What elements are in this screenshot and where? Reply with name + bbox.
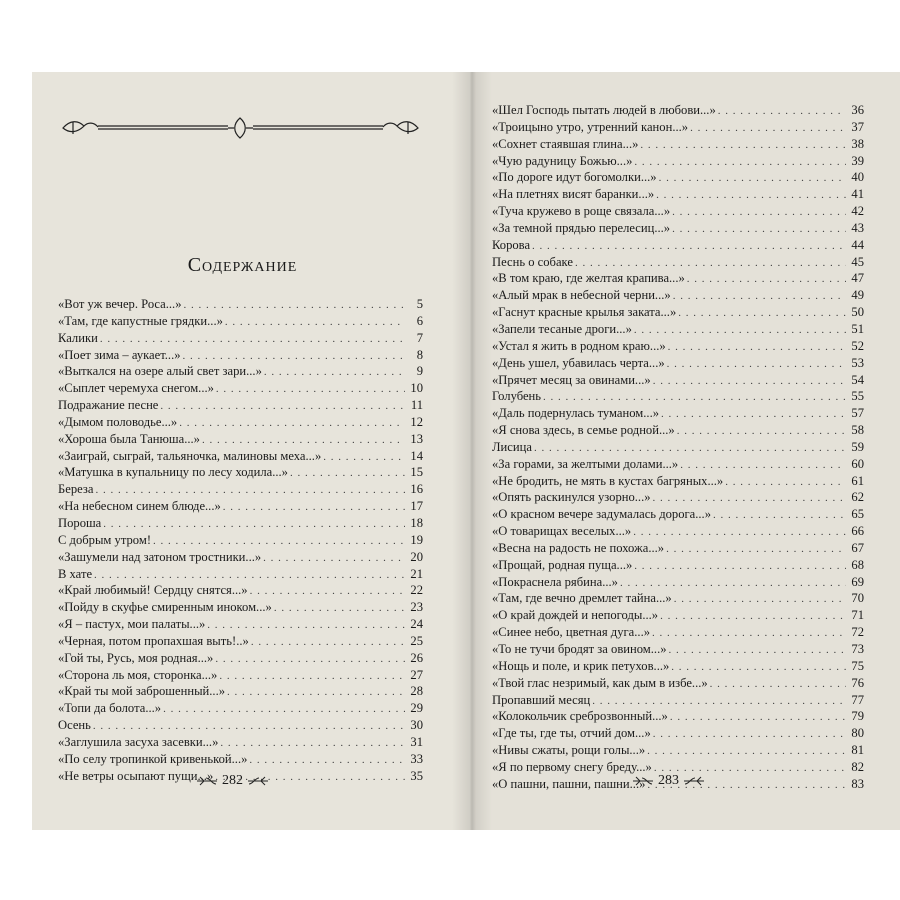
toc-entry	[58, 481, 423, 498]
toc-entry-title: «Я снова здесь, в семье родной...»	[492, 423, 675, 438]
toc-entry-page: 43	[851, 220, 864, 235]
toc-entry	[492, 658, 864, 675]
toc-leader-dots	[674, 591, 846, 608]
toc-entry-title: Подражание песне	[58, 398, 159, 413]
toc-entry	[492, 405, 864, 422]
toc-leader-dots	[219, 668, 405, 685]
toc-entry-page: 27	[410, 667, 423, 682]
toc-entry	[492, 119, 864, 136]
toc-entry-title: «День ушел, убавилась черта...»	[492, 355, 665, 370]
toc-entry-page: 6	[416, 313, 423, 328]
toc-entry-page: 62	[851, 490, 864, 505]
toc-entry-page: 55	[851, 389, 864, 404]
toc-entry-title: «О край дождей и непогоды...»	[492, 608, 659, 623]
toc-leader-dots	[95, 482, 405, 499]
toc-entry	[492, 136, 864, 153]
toc-entry-page: 49	[851, 288, 864, 303]
toc-entry	[58, 566, 423, 583]
toc-entry-page: 68	[851, 557, 864, 572]
toc-entry-title: «За темной прядью перелесиц...»	[492, 220, 671, 235]
toc-entry-page: 36	[851, 103, 864, 117]
toc-entry	[492, 557, 864, 574]
toc-entry	[492, 237, 864, 254]
toc-entry-title: «Гой ты, Русь, моя родная...»	[58, 650, 214, 665]
toc-entry	[492, 388, 864, 405]
toc-entry	[492, 692, 864, 709]
toc-entry-title: «Заиграй, сыграй, тальяночка, малиновы меха...»	[58, 448, 322, 463]
toc-entry-title: «Опять раскинулся узорно...»	[492, 490, 651, 505]
toc-entry-title: «Не бродить, не мять в кустах багряных...»	[492, 473, 724, 488]
toc-entry-title: Осень	[58, 718, 91, 733]
toc-entry-title: «Там, где вечно дремлет тайна...»	[492, 591, 672, 606]
toc-entry-title: «О товарищах веселых...»	[492, 524, 632, 539]
toc-entry-title: «Там, где капустные грядки...»	[58, 313, 223, 328]
toc-entry-page: 8	[416, 347, 423, 362]
toc-leader-dots	[666, 541, 846, 558]
toc-entry-title: «Нивы сжаты, рощи голы...»	[492, 743, 646, 758]
toc-entry-title: «Сохнет стаявшая глина...»	[492, 136, 639, 151]
toc-entry-title: «Туча кружево в роще связала...»	[492, 204, 671, 219]
toc-entry-page: 40	[851, 170, 864, 185]
toc-entry	[492, 338, 864, 355]
toc-entry-page: 38	[851, 136, 864, 151]
toc-entry-title: «За горами, за желтыми долами...»	[492, 456, 679, 471]
toc-entry-page: 69	[851, 574, 864, 589]
toc-entry-page: 11	[410, 398, 423, 413]
toc-entry-page: 26	[410, 650, 423, 665]
toc-entry-title: «Даль подернулась туманом...»	[492, 406, 660, 421]
toc-leader-dots	[671, 659, 846, 676]
toc-entry	[492, 624, 864, 641]
folio-number-left: 282	[222, 773, 243, 788]
toc-entry-page: 67	[851, 540, 864, 555]
toc-entry	[492, 153, 864, 170]
toc-entry-title: «Запели тесаные дроги...»	[492, 321, 632, 336]
toc-entry-title: Пропавший месяц	[492, 692, 591, 707]
toc-entry-page: 9	[416, 364, 423, 379]
toc-leader-dots	[202, 432, 405, 449]
toc-leader-dots	[532, 238, 846, 255]
toc-entry-page: 22	[410, 583, 423, 598]
toc-entry-title: Песнь о собаке	[492, 254, 573, 269]
toc-entry-title: С добрым утром!	[58, 532, 152, 547]
toc-entry-page: 70	[851, 591, 864, 606]
toc-entry-page: 35	[410, 768, 423, 783]
toc-leader-dots	[251, 634, 405, 651]
toc-entry	[492, 675, 864, 692]
toc-entry-title: «Твой глас незримый, как дым в избе...»	[492, 675, 708, 690]
toc-leader-dots	[718, 103, 846, 120]
toc-entry-page: 45	[851, 254, 864, 269]
toc-entry-page: 66	[851, 524, 864, 539]
toc-leader-dots	[220, 735, 405, 752]
toc-entry-page: 14	[410, 448, 423, 463]
toc-entry-page: 83	[851, 776, 864, 791]
toc-entry-title: «Поет зима – аукает...»	[58, 347, 181, 362]
toc-leader-dots	[634, 154, 846, 171]
toc-leader-dots	[179, 415, 405, 432]
toc-entry-page: 41	[851, 187, 864, 202]
toc-entry	[58, 751, 423, 768]
toc-entry-title: «Покраснела рябина...»	[492, 574, 618, 589]
toc-entry-page: 60	[851, 456, 864, 471]
toc-entry-title: «Пойду в скуфье смиренным иноком...»	[58, 600, 272, 615]
toc-entry-title: «Хороша была Танюша...»	[58, 431, 200, 446]
toc-entry-page: 28	[410, 684, 423, 699]
toc-entry	[58, 700, 423, 717]
toc-leader-dots	[652, 625, 846, 642]
toc-entry-title: «Прощай, родная пуща...»	[492, 557, 633, 572]
toc-leader-dots	[264, 364, 405, 381]
toc-entry-title: «О пашни, пашни, пашни...»	[492, 776, 646, 791]
toc-entry-page: 82	[851, 759, 864, 774]
toc-entry-title: «По дороге идут богомолки...»	[492, 170, 657, 185]
toc-entry-title: Калики	[58, 330, 98, 345]
toc-leader-dots	[207, 617, 405, 634]
toc-leader-dots	[183, 348, 405, 365]
header-ornament-icon	[58, 116, 423, 140]
toc-entry-page: 37	[851, 119, 864, 134]
toc-entry	[58, 397, 423, 414]
toc-leader-dots	[290, 465, 405, 482]
toc-entry	[58, 734, 423, 751]
toc-entry	[58, 515, 423, 532]
folio-ornament-icon	[247, 776, 269, 786]
toc-leader-dots	[661, 406, 846, 423]
toc-entry-page: 65	[851, 507, 864, 522]
toc-leader-dots	[163, 701, 405, 718]
toc-entry-page: 53	[851, 355, 864, 370]
toc-leader-dots	[656, 187, 846, 204]
toc-entry-page: 10	[410, 381, 423, 396]
toc-entry-page: 81	[851, 743, 864, 758]
toc-entry-page: 73	[851, 642, 864, 656]
page-title: Содержание	[187, 254, 298, 276]
toc-leader-dots	[670, 709, 846, 726]
toc-entry-title: «Устал я жить в родном краю...»	[492, 338, 666, 353]
folio-ornament-icon	[632, 776, 654, 786]
toc-leader-dots	[225, 314, 405, 331]
toc-leader-dots	[227, 684, 405, 701]
toc-entry-page: 59	[851, 439, 864, 454]
toc-leader-dots	[575, 255, 846, 272]
page-number-left	[196, 773, 269, 789]
toc-entry	[58, 464, 423, 481]
toc-leader-dots	[223, 499, 405, 516]
toc-entry-title: «О красном вечере задумалась дорога...»	[492, 507, 711, 522]
toc-leader-dots	[653, 490, 846, 507]
toc-entry	[492, 372, 864, 389]
toc-entry-page: 57	[851, 406, 864, 421]
toc-leader-dots	[653, 373, 846, 390]
toc-entry-page: 80	[851, 726, 864, 741]
toc-entry	[58, 414, 423, 431]
toc-leader-dots	[100, 331, 405, 348]
toc-entry-title: «Я – пастух, мои палаты...»	[58, 617, 206, 632]
toc-leader-dots	[634, 322, 846, 339]
toc-entry	[58, 633, 423, 650]
toc-leader-dots	[592, 693, 846, 710]
toc-entry	[58, 448, 423, 465]
toc-entry-page: 39	[851, 153, 864, 168]
toc-entry-page: 7	[416, 330, 423, 345]
toc-entry	[58, 296, 423, 313]
toc-leader-dots	[710, 676, 846, 693]
toc-entry	[492, 287, 864, 304]
toc-entry	[492, 321, 864, 338]
toc-entry-title: «Гаснут красные крылья заката...»	[492, 305, 677, 320]
toc-entry	[492, 102, 864, 119]
toc-leader-dots	[534, 440, 846, 457]
toc-leader-dots	[669, 642, 846, 659]
toc-entry-title: Лисица	[492, 439, 532, 454]
toc-entry	[58, 431, 423, 448]
toc-entry-title: «Дымом половодье...»	[58, 414, 178, 429]
toc-entry	[492, 304, 864, 321]
toc-list-right	[492, 102, 864, 793]
toc-entry	[492, 186, 864, 203]
toc-leader-dots	[660, 608, 846, 625]
page-number-right	[632, 773, 705, 789]
toc-leader-dots	[184, 297, 405, 314]
toc-entry-page: 71	[851, 608, 864, 623]
toc-leader-dots	[93, 718, 405, 735]
toc-leader-dots	[249, 752, 405, 769]
toc-entry-page: 79	[851, 709, 864, 724]
toc-entry	[58, 330, 423, 347]
toc-entry-page: 29	[410, 701, 423, 716]
toc-entry-page: 18	[410, 515, 423, 530]
toc-entry	[492, 506, 864, 523]
toc-entry	[492, 203, 864, 220]
toc-leader-dots	[543, 389, 846, 406]
toc-leader-dots	[725, 474, 846, 491]
toc-entry-page: 12	[410, 414, 423, 429]
toc-leader-dots	[323, 449, 405, 466]
toc-leader-dots	[216, 381, 405, 398]
toc-entry-page: 15	[410, 465, 423, 480]
toc-entry-page: 19	[410, 532, 423, 547]
toc-entry	[58, 498, 423, 515]
toc-entry-page: 23	[410, 600, 423, 615]
toc-leader-dots	[647, 743, 846, 760]
toc-entry-title: «Шел Господь пытать людей в любови...»	[492, 103, 716, 117]
toc-entry-title: «Весна на радость не похожа...»	[492, 540, 665, 555]
toc-entry	[492, 523, 864, 540]
toc-entry-title: «На небесном синем блюде...»	[58, 499, 221, 514]
toc-leader-dots	[672, 221, 846, 238]
toc-leader-dots	[687, 271, 846, 288]
toc-entry	[58, 616, 423, 633]
toc-entry-title: «Не ветры осыпают пущи...»	[58, 768, 214, 783]
toc-entry-title: «Я по первому снегу бреду...»	[492, 759, 652, 774]
toc-entry-title: «Где ты, где ты, отчий дом...»	[492, 726, 651, 741]
toc-entry	[58, 717, 423, 734]
toc-entry-page: 47	[851, 271, 864, 286]
toc-leader-dots	[250, 583, 405, 600]
toc-entry-page: 33	[410, 751, 423, 766]
toc-entry	[58, 363, 423, 380]
toc-leader-dots	[94, 567, 405, 584]
toc-entry-page: 25	[410, 633, 423, 648]
toc-entry-page: 30	[410, 718, 423, 733]
toc-entry-title: «По селу тропинкой кривенькой...»	[58, 751, 248, 766]
toc-entry-title: «Край ты мой заброшенный...»	[58, 684, 226, 699]
toc-entry-title: «Синее небо, цветная дуга...»	[492, 625, 651, 640]
toc-entry	[492, 270, 864, 287]
toc-entry-title: «Сыплет черемуха снегом...»	[58, 381, 214, 396]
toc-entry-page: 76	[851, 675, 864, 690]
toc-leader-dots	[653, 726, 846, 743]
toc-entry-page: 52	[851, 338, 864, 353]
toc-entry	[492, 641, 864, 658]
toc-entry-title: «Зашумели над затоном тростники...»	[58, 549, 262, 564]
toc-leader-dots	[672, 204, 846, 221]
folio-ornament-icon	[196, 776, 218, 786]
toc-entry	[58, 532, 423, 549]
toc-entry-page: 31	[410, 734, 423, 749]
toc-entry-page: 17	[410, 499, 423, 514]
toc-entry-title: «На плетнях висят баранки...»	[492, 187, 655, 202]
toc-leader-dots	[640, 137, 846, 154]
toc-entry	[492, 708, 864, 725]
toc-leader-dots	[668, 339, 846, 356]
toc-entry	[492, 169, 864, 186]
toc-leader-dots	[634, 558, 846, 575]
toc-leader-dots	[633, 524, 846, 541]
toc-entry	[492, 355, 864, 372]
toc-entry-page: 50	[851, 305, 864, 320]
toc-leader-dots	[673, 288, 846, 305]
toc-entry-page: 58	[851, 423, 864, 438]
toc-leader-dots	[659, 170, 846, 187]
toc-entry	[58, 582, 423, 599]
toc-entry-title: «Колокольчик среброзвонный...»	[492, 709, 668, 724]
toc-entry-title: Голубень	[492, 389, 542, 404]
toc-list-left	[58, 296, 423, 784]
toc-entry-page: 77	[851, 692, 864, 707]
toc-entry	[58, 683, 423, 700]
toc-entry-title: «Сторона ль моя, сторонка...»	[58, 667, 218, 682]
toc-leader-dots	[274, 600, 405, 617]
toc-entry-page: 5	[416, 297, 423, 311]
toc-entry	[58, 549, 423, 566]
toc-entry-title: «Выткался на озере алый свет зари...»	[58, 364, 262, 379]
toc-entry-page: 21	[410, 566, 423, 581]
toc-leader-dots	[690, 120, 846, 137]
toc-leader-dots	[678, 305, 846, 322]
toc-entry-page: 75	[851, 658, 864, 673]
toc-entry-page: 72	[851, 625, 864, 640]
toc-entry-title: В хате	[58, 566, 93, 581]
toc-leader-dots	[160, 398, 405, 415]
toc-entry-title: Корова	[492, 237, 531, 252]
toc-leader-dots	[215, 651, 405, 668]
toc-entry	[492, 220, 864, 237]
toc-entry	[492, 725, 864, 742]
toc-entry-title: «Заглушила засуха засевки...»	[58, 734, 219, 749]
toc-entry	[58, 347, 423, 364]
toc-entry	[58, 667, 423, 684]
toc-entry-title: «Троицыно утро, утренний канон...»	[492, 119, 689, 134]
toc-entry-title: Пороша	[58, 515, 102, 530]
toc-entry-page: 42	[851, 204, 864, 219]
toc-leader-dots	[713, 507, 846, 524]
toc-entry-title: «Матушка в купальницу по лесу ходила...»	[58, 465, 288, 480]
toc-entry-page: 16	[410, 482, 423, 497]
toc-leader-dots	[677, 423, 846, 440]
toc-entry-title: «Вот уж вечер. Роса...»	[58, 297, 182, 311]
toc-entry-title: «Черная, потом пропахшая выть!..»	[58, 633, 249, 648]
toc-entry-title: «Чую радуницу Божью...»	[492, 153, 633, 168]
toc-entry	[58, 380, 423, 397]
toc-entry-title: «В том краю, где желтая крапива...»	[492, 271, 685, 286]
toc-entry-title: «Прячет месяц за овинами...»	[492, 372, 651, 387]
toc-entry-page: 54	[851, 372, 864, 387]
toc-entry	[492, 456, 864, 473]
toc-leader-dots	[263, 550, 405, 567]
folio-ornament-icon	[683, 776, 705, 786]
toc-entry-page: 13	[410, 431, 423, 446]
toc-leader-dots	[153, 533, 405, 550]
toc-entry	[492, 489, 864, 506]
book-gutter	[452, 72, 492, 830]
toc-leader-dots	[103, 516, 405, 533]
toc-entry	[492, 422, 864, 439]
toc-entry	[492, 590, 864, 607]
toc-entry-page: 44	[851, 237, 864, 252]
toc-entry	[492, 473, 864, 490]
toc-entry-title: «Алый мрак в небесной черни...»	[492, 288, 671, 303]
toc-leader-dots	[680, 457, 846, 474]
toc-entry	[492, 607, 864, 624]
toc-entry-title: «То не тучи бродят за овином...»	[492, 642, 667, 656]
toc-entry	[492, 742, 864, 759]
toc-entry-title: «Топи да болота...»	[58, 701, 162, 716]
toc-entry-page: 51	[851, 321, 864, 336]
toc-entry-title: Береза	[58, 482, 94, 497]
toc-entry-page: 61	[851, 473, 864, 488]
toc-entry	[492, 254, 864, 271]
toc-entry	[58, 313, 423, 330]
toc-entry	[492, 439, 864, 456]
toc-entry	[492, 540, 864, 557]
toc-entry	[58, 599, 423, 616]
folio-number-right: 283	[658, 773, 679, 788]
toc-entry	[492, 574, 864, 591]
toc-entry-title: «Край любимый! Сердцу снятся...»	[58, 583, 248, 598]
toc-leader-dots	[620, 575, 846, 592]
toc-entry	[58, 650, 423, 667]
toc-entry-title: «Нощь и поле, и крик петухов...»	[492, 658, 670, 673]
toc-entry-page: 24	[410, 617, 423, 632]
toc-entry-page: 20	[410, 549, 423, 564]
toc-leader-dots	[667, 356, 846, 373]
